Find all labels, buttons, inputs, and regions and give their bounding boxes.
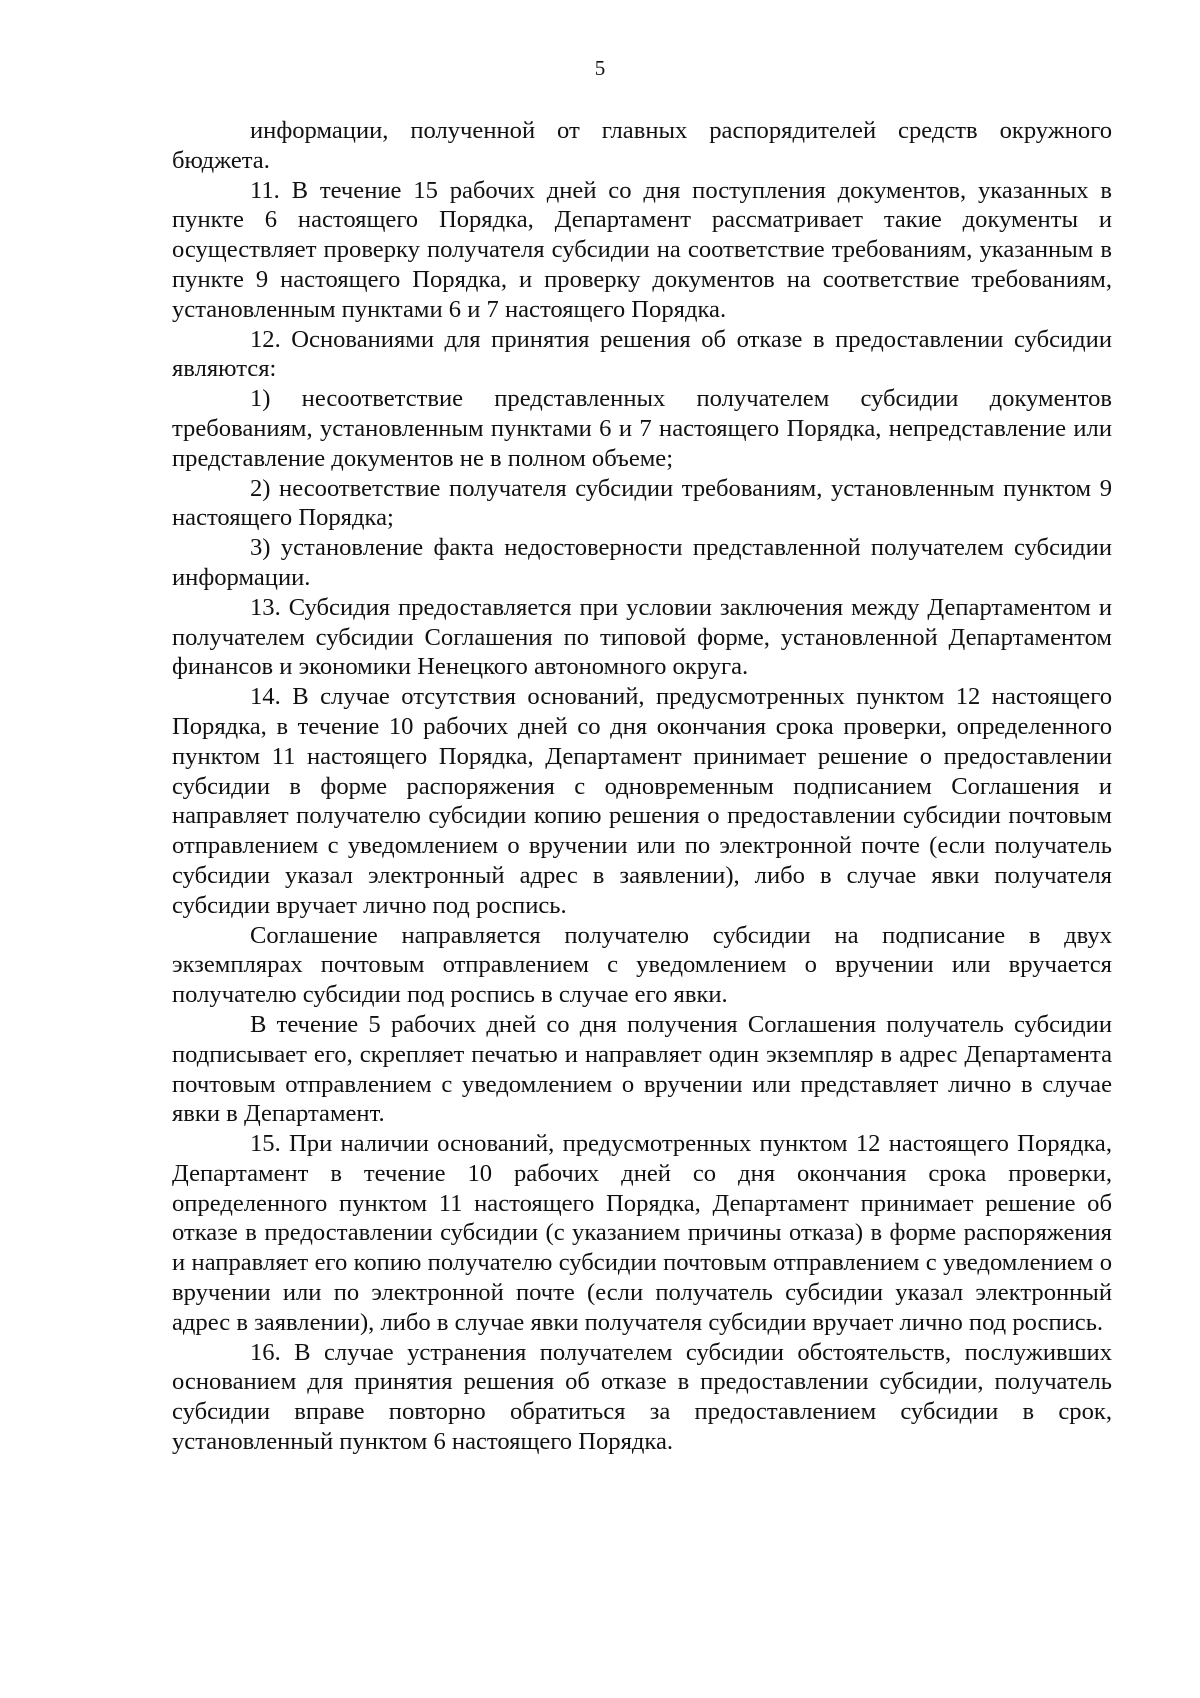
paragraph-clause-15: 15. При наличии оснований, предусмотренных пунктом 12 настоящего Порядка, Департамент в течение 10 рабочих дней со дня окончания срока проверки, определенного пунктом 11 настоящего Порядка, Департамент принимает решение об отказе в предоставлении субсидии (с указанием причины отказа) в форме распоряжения и направляет его копию получателю субсидии почтовым отправлением с уведомлением о вручении или по электронной почте (если получатель субсидии указал электронный адрес в заявлении), либо в случае явки получателя субсидии вручает лично под роспись.: [172, 1130, 1112, 1336]
paragraph-clause-13: 13. Субсидия предоставляется при условии заключения между Департаментом и получателем субсидии Соглашения по типовой форме, установленной Департаментом финансов и экономики Ненецкого автономного округа.: [172, 593, 1112, 681]
paragraph-clause-12-item-3: 3) установление факта недостоверности представленной получателем субсидии информации.: [172, 534, 1112, 591]
paragraph-clause-12-item-2: 2) несоответствие получателя субсидии требованиям, установленным пунктом 9 настоящего Порядка;: [172, 474, 1112, 532]
paragraph-clause-12: 12. Основаниями для принятия решения об отказе в предоставлении субсидии являются:: [172, 325, 1112, 383]
paragraph-agreement-sending: Соглашение направляется получателю субсидии на подписание в двух экземплярах почтовым отправлением с уведомлением о вручении или вручается получателю субсидии под роспись в случае его явки.: [172, 921, 1112, 1009]
paragraph-agreement-signing: В течение 5 рабочих дней со дня получения Соглашения получатель субсидии подписывает его, скрепляет печатью и направляет один экземпляр в адрес Департамента почтовым отправлением с уведомлением о вручении или представляет лично в случае явки в Департамент.: [172, 1010, 1112, 1128]
document-body: [172, 116, 1112, 1457]
paragraph-clause-16: 16. В случае устранения получателем субсидии обстоятельств, послуживших основанием для принятия решения об отказе в предоставлении субсидии, получатель субсидии вправе повторно обратиться за предоставлением субсидии в срок, установленный пунктом 6 настоящего Порядка.: [172, 1338, 1112, 1456]
paragraph-continuation: информации, полученной от главных распорядителей средств окружного бюджета.: [172, 117, 1112, 174]
page-number: 5: [594, 56, 606, 80]
paragraph-clause-12-item-1: 1) несоответствие представленных получателем субсидии документов требованиям, установленным пунктами 6 и 7 настоящего Порядка, непредставление или представление документов не в полном объеме;: [172, 385, 1112, 472]
paragraph-clause-11: 11. В течение 15 рабочих дней со дня поступления документов, указанных в пункте 6 настоящего Порядка, Департамент рассматривает такие документы и осуществляет проверку получателя субсидии на соответствие требованиям, указанным в пункте 9 настоящего Порядка, и проверку документов на соответствие требованиям, установленным пунктами 6 и 7 настоящего Порядка.: [172, 176, 1112, 323]
paragraph-clause-14: 14. В случае отсутствия оснований, предусмотренных пунктом 12 настоящего Порядка, в течение 10 рабочих дней со дня окончания срока проверки, определенного пунктом 11 настоящего Порядка, Департамент принимает решение о предоставлении субсидии в форме распоряжения с одновременным подписанием Соглашения и направляет получателю субсидии копию решения о предоставлении субсидии почтовым отправлением с уведомлением о вручении или по электронной почте (если получатель субсидии указал электронный адрес в заявлении), либо в случае явки получателя субсидии вручает лично под роспись.: [172, 683, 1112, 919]
